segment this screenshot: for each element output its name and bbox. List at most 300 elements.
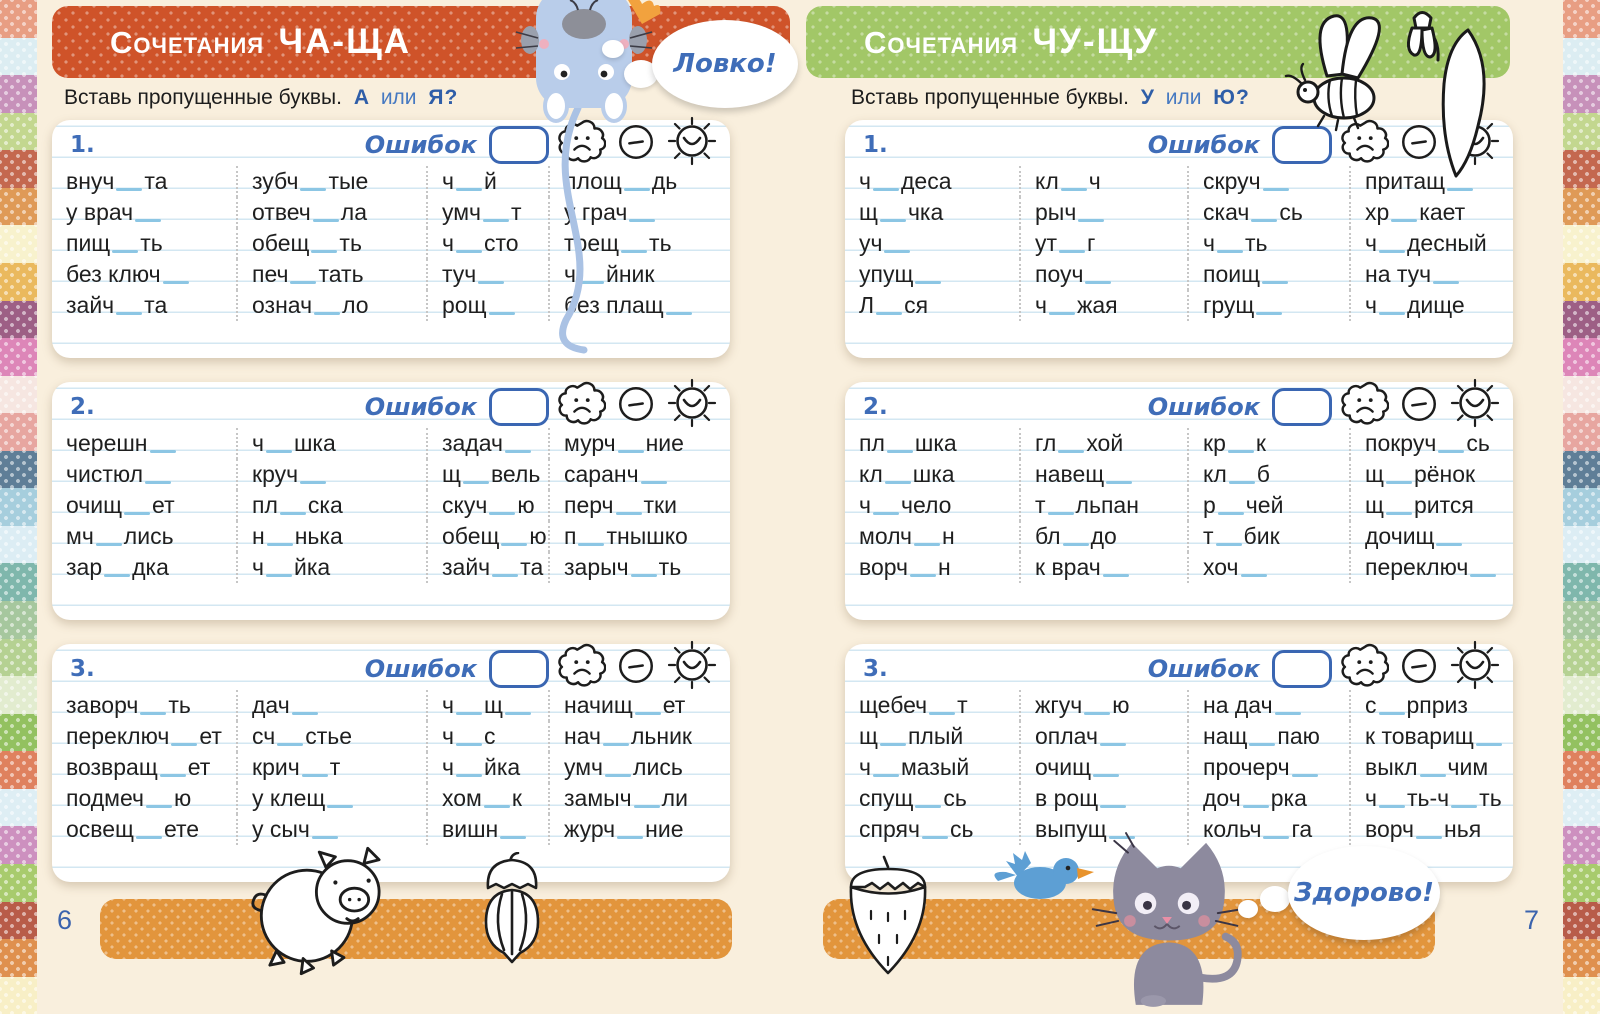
word-grid <box>845 690 1507 845</box>
word-item: внуч та <box>52 166 238 197</box>
letter-blank[interactable] <box>1216 543 1242 546</box>
letter-blank[interactable] <box>1218 512 1244 515</box>
letter-blank[interactable] <box>112 250 138 253</box>
word-item: зайч та <box>428 552 550 583</box>
letter-blank[interactable] <box>634 805 660 808</box>
letter-blank[interactable] <box>1058 450 1084 453</box>
letter-blank[interactable] <box>1256 312 1282 315</box>
stripe-band <box>0 902 37 940</box>
letter-blank[interactable] <box>1416 836 1442 839</box>
word-item: начищ ет <box>564 692 686 718</box>
word-item: журч ние <box>564 816 684 842</box>
word-item: черешн <box>52 428 238 459</box>
letter-blank[interactable] <box>96 543 122 546</box>
letter-blank[interactable] <box>500 836 526 839</box>
word-item: зайч та <box>52 290 238 321</box>
word-item: выкл чим <box>1365 754 1489 780</box>
letter-blank[interactable] <box>146 805 172 808</box>
letter-blank[interactable] <box>1251 219 1277 222</box>
word-item: дач <box>238 690 428 721</box>
instruction-text: Вставь пропущенные буквы. <box>64 86 342 109</box>
thought-dot <box>1238 900 1258 918</box>
letter-blank[interactable] <box>885 481 911 484</box>
stripe-band <box>1563 188 1600 226</box>
speech-bubble-text: Ловко! <box>673 49 777 79</box>
stripe-band <box>0 751 37 789</box>
lesson-title-word: Сочетания <box>864 25 1019 60</box>
stripe-band <box>0 376 37 414</box>
word-item: ч с <box>428 721 550 752</box>
letter-blank[interactable] <box>290 281 316 284</box>
letter-blank[interactable] <box>145 481 171 484</box>
word-item: спущ сь <box>845 783 1021 814</box>
letter-blank[interactable] <box>1263 836 1289 839</box>
word-item: доч рка <box>1189 783 1351 814</box>
decorative-stripe-right <box>1563 0 1600 1014</box>
letter-blank[interactable] <box>456 743 482 746</box>
letter-blank[interactable] <box>267 543 293 546</box>
letter-blank[interactable] <box>313 219 339 222</box>
word-item: зарыч ть <box>564 554 682 580</box>
word-item: ч йник <box>564 261 655 287</box>
stripe-band <box>1563 639 1600 677</box>
word-grid <box>52 690 724 845</box>
stripe-band <box>1563 826 1600 864</box>
letter-blank[interactable] <box>910 574 936 577</box>
letter-blank[interactable] <box>1433 281 1459 284</box>
letter-blank[interactable] <box>915 805 941 808</box>
option-letter-2: Ю <box>1213 86 1235 109</box>
footer-bar-left <box>100 899 732 959</box>
letter-blank[interactable] <box>171 743 197 746</box>
physalis-illustration <box>476 852 548 964</box>
page-number-left: 6 <box>57 905 73 935</box>
word-item: ч дище <box>1365 292 1465 318</box>
letter-blank[interactable] <box>1292 774 1318 777</box>
word-item: крич т <box>238 752 428 783</box>
letter-blank[interactable] <box>160 774 186 777</box>
word-grid <box>52 428 724 583</box>
word-item: пищ ть <box>52 228 238 259</box>
word-item: т бик <box>1189 521 1351 552</box>
stripe-band <box>1563 150 1600 188</box>
letter-blank[interactable] <box>314 312 340 315</box>
word-item: у клещ <box>238 783 428 814</box>
letter-blank[interactable] <box>136 836 162 839</box>
letter-blank[interactable] <box>873 188 899 191</box>
letter-blank[interactable] <box>922 836 948 839</box>
word-item: вишн <box>428 814 550 845</box>
word-item: перч тки <box>564 492 677 518</box>
word-item: переключ <box>1351 552 1507 583</box>
lesson-title <box>52 22 411 62</box>
letter-blank[interactable] <box>1391 219 1417 222</box>
word-item: без плащ <box>550 290 724 321</box>
letter-blank[interactable] <box>116 188 142 191</box>
letter-blank[interactable] <box>463 481 489 484</box>
letter-blank[interactable] <box>1249 743 1275 746</box>
stripe-band <box>1563 38 1600 76</box>
word-item: ч йка <box>238 552 428 583</box>
strawberry-illustration <box>843 855 933 985</box>
letter-blank[interactable] <box>456 712 482 715</box>
stripe-band <box>0 188 37 226</box>
word-item: нач льник <box>564 723 692 749</box>
letter-blank[interactable] <box>1420 774 1446 777</box>
word-item: грущ <box>1189 290 1351 321</box>
speech-bubble-text: Здорово! <box>1294 878 1434 908</box>
word-item: умч лись <box>564 754 683 780</box>
word-item: скруч <box>1189 166 1351 197</box>
stripe-band <box>0 714 37 752</box>
word-item: туч <box>428 259 550 290</box>
word-item: ч сто <box>428 228 550 259</box>
stripe-band <box>0 338 37 376</box>
word-item: сч стье <box>238 721 428 752</box>
letter-blank[interactable] <box>1386 512 1412 515</box>
letter-blank[interactable] <box>501 543 527 546</box>
word-item: выпущ <box>1021 814 1189 845</box>
word-item: заворч ть <box>52 690 238 721</box>
errors-label: Ошибок <box>364 131 477 159</box>
letter-blank[interactable] <box>311 250 337 253</box>
word-item: ворч нья <box>1365 816 1482 842</box>
word-item: к врач <box>1021 552 1189 583</box>
lesson-title-combo: ЧУ-ЩУ <box>1032 22 1159 61</box>
word-item: ч мазый <box>845 752 1021 783</box>
letter-blank[interactable] <box>1243 805 1269 808</box>
letter-blank[interactable] <box>929 712 955 715</box>
block-header <box>70 652 718 686</box>
neutral-face-icon <box>615 382 657 424</box>
letter-blank[interactable] <box>1229 481 1255 484</box>
errors-label: Ошибок <box>1147 131 1260 159</box>
word-item: возвращ ет <box>52 752 238 783</box>
letter-blank[interactable] <box>484 805 510 808</box>
word-item: щ чка <box>845 197 1021 228</box>
word-item: зубч тые <box>238 166 428 197</box>
errors-count-box[interactable] <box>1272 388 1332 426</box>
word-item: щ вель <box>428 459 550 490</box>
letter-blank[interactable] <box>873 512 899 515</box>
neutral-face-icon <box>1398 644 1440 686</box>
letter-blank[interactable] <box>1100 743 1126 746</box>
letter-blank[interactable] <box>327 805 353 808</box>
letter-blank[interactable] <box>873 774 899 777</box>
exercise-block <box>845 382 1513 620</box>
word-item: хр кает <box>1365 199 1466 225</box>
word-item: ч десный <box>1365 230 1487 256</box>
letter-blank[interactable] <box>603 743 629 746</box>
word-item: р чей <box>1189 490 1351 521</box>
letter-blank[interactable] <box>1217 250 1243 253</box>
letter-blank[interactable] <box>1093 774 1119 777</box>
word-item: скуч ю <box>428 490 550 521</box>
letter-blank[interactable] <box>292 712 318 715</box>
letter-blank[interactable] <box>1048 512 1074 515</box>
word-item: означ ло <box>238 290 428 321</box>
stripe-band <box>1563 301 1600 339</box>
stripe-band <box>1563 376 1600 414</box>
stripe-band <box>0 601 37 639</box>
letter-blank[interactable] <box>1241 574 1267 577</box>
letter-blank[interactable] <box>312 836 338 839</box>
letter-blank[interactable] <box>1379 312 1405 315</box>
letter-blank[interactable] <box>1476 743 1502 746</box>
letter-blank[interactable] <box>116 312 142 315</box>
letter-blank[interactable] <box>505 450 531 453</box>
letter-blank[interactable] <box>1059 250 1085 253</box>
word-item: без ключ <box>52 259 238 290</box>
word-item: ч чело <box>845 490 1021 521</box>
word-item: ч щ <box>428 690 550 721</box>
letter-blank[interactable] <box>1379 712 1405 715</box>
letter-blank[interactable] <box>1078 219 1104 222</box>
page-number-right: 7 <box>1524 905 1540 935</box>
letter-blank[interactable] <box>641 481 667 484</box>
word-item: на туч <box>1351 259 1507 290</box>
stripe-band <box>0 526 37 564</box>
word-item: зар дка <box>52 552 238 583</box>
letter-blank[interactable] <box>1451 805 1477 808</box>
letter-blank[interactable] <box>492 574 518 577</box>
word-item: пл ска <box>238 490 428 521</box>
word-item: очищ ет <box>52 490 238 521</box>
letter-blank[interactable] <box>140 712 166 715</box>
letter-blank[interactable] <box>1061 188 1087 191</box>
letter-blank[interactable] <box>1063 543 1089 546</box>
instruction-right <box>851 86 1249 110</box>
word-item: покруч сь <box>1365 430 1490 456</box>
word-item: поуч <box>1021 259 1189 290</box>
stripe-band <box>1563 563 1600 601</box>
exercise-block <box>52 382 730 620</box>
letter-blank[interactable] <box>578 543 604 546</box>
word-item: очищ <box>1021 752 1189 783</box>
block-number: 1. <box>70 132 95 158</box>
letter-blank[interactable] <box>1228 450 1254 453</box>
letter-blank[interactable] <box>266 574 292 577</box>
block-number: 2. <box>70 394 95 420</box>
thought-dot <box>602 40 624 58</box>
word-item: щ плый <box>845 721 1021 752</box>
letter-blank[interactable] <box>1436 543 1462 546</box>
word-item: уч <box>845 228 1021 259</box>
word-item: в рощ <box>1021 783 1189 814</box>
word-item: поищ <box>1189 259 1351 290</box>
word-item: обещ ю <box>428 521 550 552</box>
stripe-band <box>0 864 37 902</box>
letter-blank[interactable] <box>300 481 326 484</box>
word-item: ч й <box>428 166 550 197</box>
happy-sun-icon <box>666 377 718 429</box>
word-item: переключ ет <box>52 721 238 752</box>
word-item: чистюл <box>52 459 238 490</box>
word-item: ворч н <box>845 552 1021 583</box>
stripe-band <box>0 488 37 526</box>
letter-blank[interactable] <box>1275 712 1301 715</box>
stripe-band <box>0 75 37 113</box>
letter-blank[interactable] <box>631 574 657 577</box>
word-item: ч шка <box>238 428 428 459</box>
errors-count-box[interactable] <box>1272 650 1332 688</box>
stripe-band <box>1563 413 1600 451</box>
cat-illustration <box>1085 830 1251 1008</box>
word-item: кр к <box>1189 428 1351 459</box>
letter-blank[interactable] <box>489 512 515 515</box>
letter-blank[interactable] <box>505 712 531 715</box>
word-item: скач сь <box>1189 197 1351 228</box>
word-item: трещ ть <box>564 230 672 256</box>
letter-blank[interactable] <box>876 312 902 315</box>
word-item: на дач <box>1189 690 1351 721</box>
instruction-conj: или <box>380 86 417 109</box>
letter-blank[interactable] <box>617 836 643 839</box>
stripe-band <box>0 826 37 864</box>
sad-cloud-icon <box>1341 642 1389 688</box>
word-item: к товарищ <box>1351 721 1507 752</box>
word-item: у сыч <box>238 814 428 845</box>
letter-blank[interactable] <box>135 219 161 222</box>
letter-blank[interactable] <box>266 450 292 453</box>
neutral-face-icon <box>615 644 657 686</box>
word-item: у грач <box>550 197 724 228</box>
word-item: саранч <box>550 459 724 490</box>
option-letter-1: А <box>353 86 369 109</box>
thought-dot <box>1260 886 1290 912</box>
speech-bubble-zdorovo <box>1288 846 1440 940</box>
word-item: жгуч ю <box>1021 690 1189 721</box>
letter-blank[interactable] <box>1103 574 1129 577</box>
letter-blank[interactable] <box>124 512 150 515</box>
word-item: с рприз <box>1365 692 1468 718</box>
word-item: задач <box>428 428 550 459</box>
word-item: дочищ <box>1351 521 1507 552</box>
letter-blank[interactable] <box>884 250 910 253</box>
stripe-band <box>1563 113 1600 151</box>
letter-blank[interactable] <box>280 512 306 515</box>
happy-sun-icon <box>1449 639 1501 691</box>
word-item: гл хой <box>1021 428 1189 459</box>
word-item: пл шка <box>845 428 1021 459</box>
pig-illustration <box>248 843 400 979</box>
stripe-band <box>1563 0 1600 38</box>
stripe-band <box>0 0 37 38</box>
lesson-title <box>806 22 1158 62</box>
letter-blank[interactable] <box>163 281 189 284</box>
word-item: рощ <box>428 290 550 321</box>
stripe-band <box>1563 601 1600 639</box>
letter-blank[interactable] <box>880 219 906 222</box>
stripe-band <box>0 225 37 263</box>
letter-blank[interactable] <box>1386 481 1412 484</box>
letter-blank[interactable] <box>1379 250 1405 253</box>
word-item: отвеч ла <box>238 197 428 228</box>
errors-count-box[interactable] <box>489 650 549 688</box>
letter-blank[interactable] <box>914 543 940 546</box>
word-item: подмеч ю <box>52 783 238 814</box>
block-number: 3. <box>70 656 95 682</box>
word-item: притащ <box>1351 166 1507 197</box>
letter-blank[interactable] <box>104 574 130 577</box>
letter-blank[interactable] <box>277 743 303 746</box>
letter-blank[interactable] <box>1438 450 1464 453</box>
word-item: щ рится <box>1365 492 1474 518</box>
stripe-band <box>1563 977 1600 1014</box>
letter-blank[interactable] <box>915 281 941 284</box>
stripe-band <box>0 150 37 188</box>
letter-blank[interactable] <box>1379 805 1405 808</box>
word-item: спряч сь <box>845 814 1021 845</box>
letter-blank[interactable] <box>880 743 906 746</box>
word-item: щебеч т <box>845 690 1021 721</box>
stripe-band <box>0 563 37 601</box>
word-item: щ рёнок <box>1365 461 1476 487</box>
word-item: кл ч <box>1021 166 1189 197</box>
letter-blank[interactable] <box>150 450 176 453</box>
stripe-band <box>1563 263 1600 301</box>
stripe-band <box>1563 902 1600 940</box>
stripe-band <box>0 451 37 489</box>
errors-count-box[interactable] <box>489 388 549 426</box>
letter-blank[interactable] <box>1084 712 1110 715</box>
word-item: навещ <box>1021 459 1189 490</box>
stripe-band <box>1563 488 1600 526</box>
letter-blank[interactable] <box>1106 481 1132 484</box>
instruction-conj: или <box>1165 86 1202 109</box>
happy-sun-icon <box>666 639 718 691</box>
word-item: кольч га <box>1189 814 1351 845</box>
fly-and-snowdrop-illustration <box>1272 4 1502 194</box>
letter-blank[interactable] <box>605 774 631 777</box>
block-header <box>863 652 1501 686</box>
instruction-left <box>64 86 457 110</box>
stripe-band <box>1563 751 1600 789</box>
letter-blank[interactable] <box>302 774 328 777</box>
letter-blank[interactable] <box>1049 312 1075 315</box>
neutral-face-icon <box>1398 382 1440 424</box>
letter-blank[interactable] <box>1100 805 1126 808</box>
stripe-band <box>0 113 37 151</box>
block-header <box>863 390 1501 424</box>
word-item: оплач <box>1021 721 1189 752</box>
word-item: круч <box>238 459 428 490</box>
stripe-band <box>1563 939 1600 977</box>
letter-blank[interactable] <box>1085 281 1111 284</box>
word-item: мурч ние <box>564 430 684 456</box>
stripe-band <box>1563 864 1600 902</box>
letter-blank[interactable] <box>1262 281 1288 284</box>
letter-blank[interactable] <box>300 188 326 191</box>
stripe-band <box>1563 676 1600 714</box>
letter-blank[interactable] <box>1470 574 1496 577</box>
stripe-band <box>1563 714 1600 752</box>
letter-blank[interactable] <box>887 450 913 453</box>
word-item: ч ть <box>1189 228 1351 259</box>
letter-blank[interactable] <box>456 774 482 777</box>
word-item: ч деса <box>845 166 1021 197</box>
stripe-band <box>1563 451 1600 489</box>
word-item: п тнышко <box>564 523 688 549</box>
letter-blank[interactable] <box>618 450 644 453</box>
letter-blank[interactable] <box>616 512 642 515</box>
errors-label: Ошибок <box>364 393 477 421</box>
word-item: обещ ть <box>238 228 428 259</box>
question-mark: ? <box>1235 86 1249 109</box>
errors-label: Ошибок <box>1147 393 1260 421</box>
stripe-band <box>1563 338 1600 376</box>
letter-blank[interactable] <box>635 712 661 715</box>
